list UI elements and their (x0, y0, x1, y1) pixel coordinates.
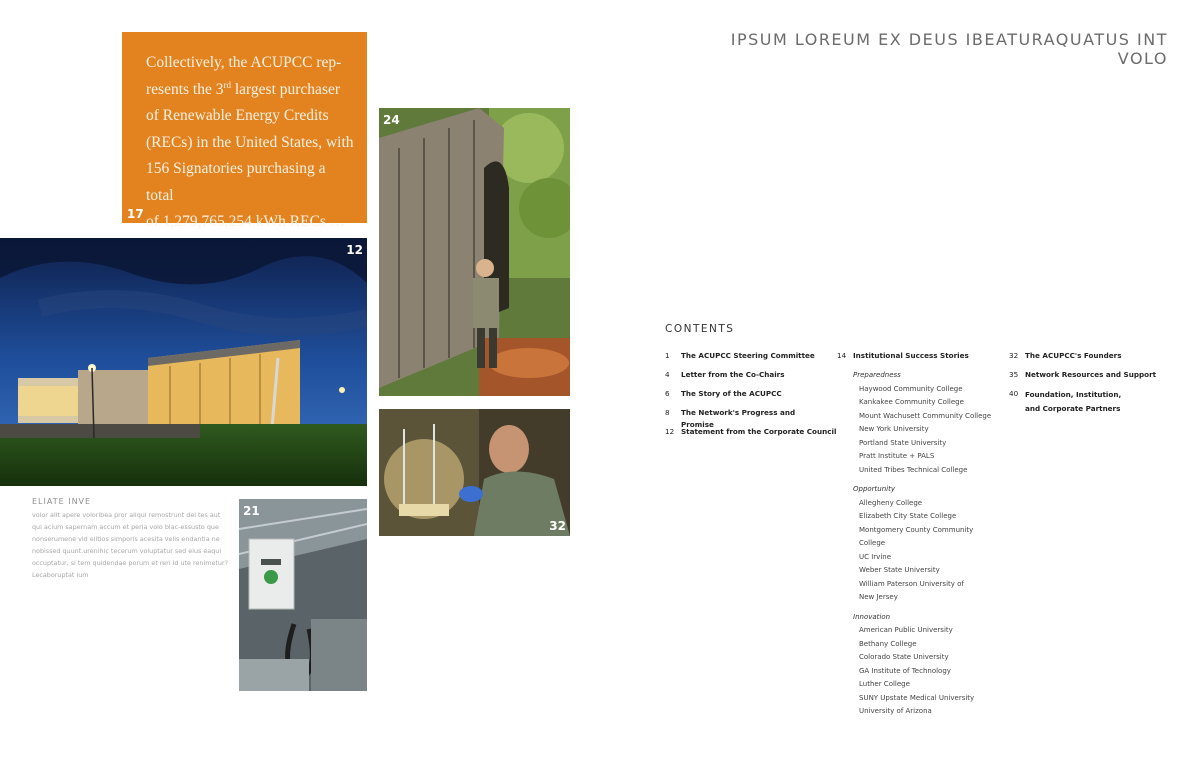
toc-entry[interactable] (665, 350, 835, 369)
quote-line: 156 Signatories purchasing a total (146, 160, 326, 204)
toc-title: The ACUPCC Steering Committee (681, 351, 815, 360)
page-number-badge: 32 (549, 519, 566, 533)
toc-entry[interactable] (665, 388, 835, 407)
quote-line: of 1,279,765,254 kWh RECs … (146, 213, 346, 230)
toc-sublist (837, 369, 1002, 719)
toc-page-number: 8 (665, 408, 670, 417)
institution-link[interactable]: Elizabeth City State College (859, 512, 957, 520)
campus-building-image (0, 238, 367, 486)
category-heading: Opportunity (853, 485, 896, 493)
toc-page-number: 6 (665, 389, 670, 398)
toc-page-number: 40 (1009, 389, 1019, 398)
institution-link[interactable]: United Tribes Technical College (859, 465, 968, 474)
laboratory-photo (379, 409, 570, 536)
covered-bridge-photo (379, 108, 570, 396)
category-heading: Innovation (853, 612, 891, 621)
toc-entry[interactable] (665, 426, 835, 445)
institution-link[interactable]: Mount Wachusett Community College (859, 411, 992, 420)
toc-title: Letter from the Co-Chairs (681, 370, 785, 379)
toc-page-number: 14 (837, 351, 847, 360)
quote-line: Collectively, the ACUPCC rep- (146, 54, 342, 71)
toc-title: The ACUPCC's Founders (1025, 351, 1122, 360)
toc-entry[interactable] (665, 369, 835, 388)
page-header-title: IPSUM LOREUM EX DEUS IBEATURAQUATUS INT VOLO (730, 30, 1168, 68)
institution-link[interactable]: Kankakee Community College (859, 398, 964, 406)
page-number-badge: 17 (127, 207, 144, 221)
quote-line: (RECs) in the United States, with (146, 133, 354, 151)
institution-link[interactable]: Allegheny College (859, 498, 923, 507)
quote-line: of Renewable Energy Credits (146, 107, 329, 124)
contents-column-1 (665, 350, 835, 445)
institution-link[interactable]: Colorado State University (859, 653, 949, 661)
page-number-badge: 21 (243, 504, 260, 518)
toc-title: Network Resources and Support (1025, 370, 1157, 379)
toc-entry[interactable] (1009, 350, 1169, 369)
toc-title: Statement from the Corporate Council (681, 427, 837, 436)
toc-title: The Network's Progress and Promise (681, 408, 796, 429)
institution-link[interactable]: University of Arizona (859, 707, 932, 715)
ev-charger-photo (239, 499, 367, 691)
quote-box (122, 32, 367, 230)
toc-page-number: 35 (1009, 370, 1019, 379)
toc-entry[interactable] (837, 350, 1002, 369)
institution-link[interactable]: GA Institute of Technology (859, 666, 951, 675)
toc-entry[interactable] (1009, 369, 1169, 388)
page-number-badge: 12 (346, 243, 363, 257)
institution-link[interactable]: SUNY Upstate Medical University (859, 693, 975, 702)
quote-line: largest purchaser (230, 80, 341, 98)
toc-title: The Story of the ACUPCC (681, 389, 782, 398)
category-heading: Preparedness (853, 371, 901, 379)
institution-link[interactable]: Portland State University (859, 438, 947, 447)
contents-column-3 (1009, 350, 1169, 418)
toc-page-number: 4 (665, 370, 670, 379)
institution-link[interactable]: American Public University (859, 626, 953, 634)
toc-page-number: 1 (665, 351, 670, 360)
toc-title: Foundation, Institution, and Corporate Partners (1025, 390, 1122, 413)
institution-link[interactable]: New York University (859, 425, 929, 433)
institution-link[interactable]: Luther College (859, 680, 910, 688)
institution-link[interactable]: Bethany College (859, 639, 917, 648)
sidebar-body-text: volor alit apere voloribea pror aliqui remostrunt del tes aut qui acium sapernam accum et peria volo blac-essusto que nonserumene vid elitios simporis acesita velis endantia ne nobissed quunt.urenihic tecerum voluptatur sed eius eaqui occuptatur, si tem quidendae porum et reri id ute renimetur?Lecaboruptat ium (32, 511, 228, 579)
institution-link[interactable]: Pratt Institute + PALS (859, 452, 935, 460)
ev-charger-image (239, 499, 367, 691)
toc-title: Institutional Success Stories (853, 351, 969, 360)
quote-line: resents the 3 (146, 80, 224, 98)
institution-link[interactable]: Montgomery County Community College (859, 525, 974, 547)
sidebar-heading: ELIATE INVE (32, 497, 92, 506)
institution-link[interactable]: UC Irvine (859, 552, 892, 561)
toc-page-number: 32 (1009, 351, 1019, 360)
page-number-badge: 24 (383, 113, 400, 127)
covered-bridge-image (379, 108, 570, 396)
quote-text (146, 50, 356, 236)
campus-building-photo (0, 238, 367, 486)
contents-column-2 (837, 350, 1002, 719)
laboratory-image (379, 409, 570, 536)
quote-superscript: rd (223, 79, 231, 90)
institution-link[interactable]: Weber State University (859, 566, 940, 574)
toc-page-number: 12 (665, 427, 675, 436)
toc-entry[interactable] (1009, 388, 1169, 418)
contents-title: CONTENTS (665, 323, 735, 335)
institution-link[interactable]: William Paterson University of New Jersey (859, 579, 964, 601)
institution-link[interactable]: Haywood Community College (859, 384, 963, 393)
toc-entry[interactable] (665, 407, 835, 429)
